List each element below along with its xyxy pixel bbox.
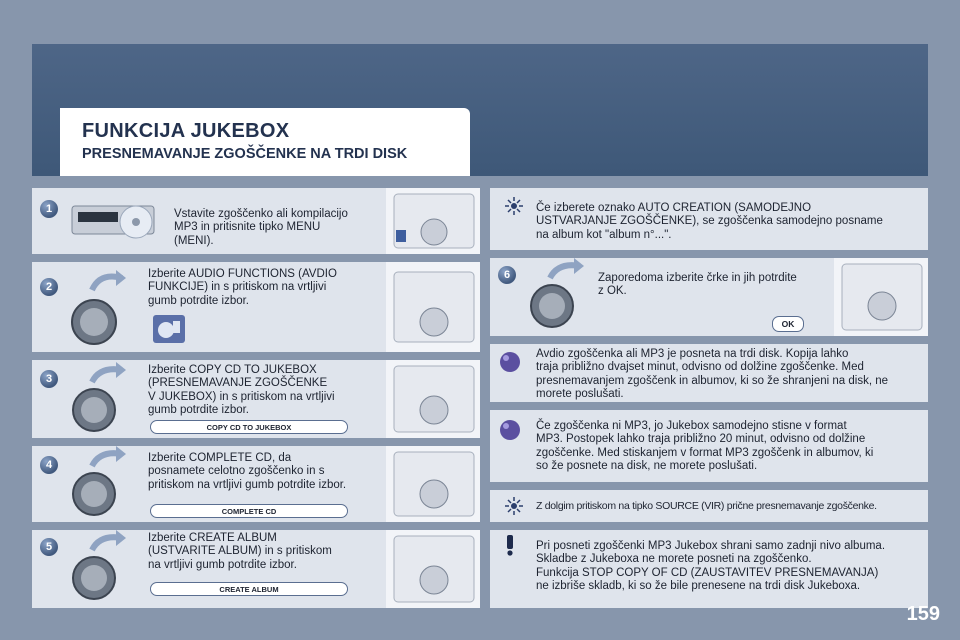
step-4-text: Izberite COMPLETE CD, da posnamete celotno zgoščenko in s pritiskom na vrtljivi gumb potrdite izbor.: [148, 452, 347, 491]
radio-illustration: [386, 188, 480, 254]
lightbulb-icon: [504, 496, 524, 521]
rotary-knob-icon: [524, 258, 584, 336]
step-5-text: Izberite CREATE ALBUM (USTVARITE ALBUM) in s pritiskom na vrtljivi gumb potrdite izbor.: [148, 532, 332, 571]
note-source-tip: Z dolgim pritiskom na tipko SOURCE (VIR) prične presnemavanje zgoščenke.: [490, 490, 928, 522]
page-title: FUNKCIJA JUKEBOX: [82, 120, 290, 142]
step-6-badge: 6: [498, 266, 516, 284]
step-6-text: Zaporedoma izberite črke in jih potrdite z OK.: [598, 272, 797, 298]
cd-player-image: [70, 198, 158, 247]
info-disc-icon: [498, 350, 522, 379]
ok-button[interactable]: OK: [772, 316, 804, 332]
exclamation-icon: [502, 534, 518, 561]
audio-functions-icon: [152, 314, 186, 349]
step-2-panel: [32, 262, 480, 352]
step-5-panel: [32, 530, 480, 608]
radio-illustration: [386, 262, 480, 352]
copy-cd-to-jukebox-button[interactable]: COPY CD TO JUKEBOX: [150, 420, 348, 434]
step-1-text: Vstavite zgoščenko ali kompilacijo MP3 in pritisnite tipko MENU (MENI).: [174, 208, 348, 247]
rotary-knob-icon: [66, 268, 126, 352]
note-copy-info: Avdio zgoščenka ali MP3 je posneta na trdi disk. Kopija lahko traja približno dvajset minut, odvisno od dolžine zgoščenke. Med presnemavanjem zgoščenk in albumov, ki so že shranjeni na disk, ne morete poslušati.: [490, 344, 928, 402]
create-album-button[interactable]: CREATE ALBUM: [150, 582, 348, 596]
step-1-badge: 1: [40, 200, 58, 218]
step-2-text: Izberite AUDIO FUNCTIONS (AVDIO FUNKCIJE) in s pritiskom na vrtljivi gumb potrdite izbor.: [148, 268, 337, 307]
page-subtitle: PRESNEMAVANJE ZGOŠČENKE NA TRDI DISK: [82, 146, 408, 162]
title-box: [60, 108, 470, 176]
rotary-knob-icon: [66, 446, 126, 522]
step-6-panel: [490, 258, 928, 336]
step-3-text: Izberite COPY CD TO JUKEBOX (PRESNEMAVANJE ZGOŠČENKE V JUKEBOX) in s pritiskom na vrtljivi gumb potrdite izbor.: [148, 364, 335, 417]
step-4-panel: [32, 446, 480, 522]
note-non-mp3: Če zgoščenka ni MP3, jo Jukebox samodejno stisne v format MP3. Postopek lahko traja približno 20 minut, odvisno od dolžine zgoščenke. Med stiskanjem v format MP3 zgoščenk in albumov, ki so že posnete na disk, ne morete poslušati.: [490, 410, 928, 482]
radio-illustration: [834, 258, 928, 336]
step-5-badge: 5: [40, 538, 58, 556]
complete-cd-button[interactable]: COMPLETE CD: [150, 504, 348, 518]
radio-illustration: [386, 360, 480, 438]
note-auto-creation: Če izberete oznako AUTO CREATION (SAMODEJNO USTVARJANJE ZGOŠČENKE), se zgoščenka samodejno posname na album kot "album n°...".: [490, 188, 928, 250]
step-4-badge: 4: [40, 456, 58, 474]
step-2-badge: 2: [40, 278, 58, 296]
step-1-panel: [32, 188, 480, 254]
lightbulb-icon: [504, 196, 524, 221]
radio-illustration: [386, 446, 480, 522]
info-disc-icon: [498, 418, 522, 447]
rotary-knob-icon: [66, 362, 126, 438]
radio-illustration: [386, 530, 480, 608]
note-warning: Pri posneti zgoščenki MP3 Jukebox shrani samo zadnji nivo albuma. Skladbe z Jukeboxa ne morete posneti na zgoščenko. Funkcija STOP COPY OF CD (ZAUSTAVITEV PRESNEMAVANJA) ne izbriše skladb, ki so že bile prenesene na trdi disk Jukeboxa.: [490, 530, 928, 608]
rotary-knob-icon: [66, 530, 126, 608]
step-3-badge: 3: [40, 370, 58, 388]
page-number: 159: [906, 603, 940, 625]
step-3-panel: [32, 360, 480, 438]
